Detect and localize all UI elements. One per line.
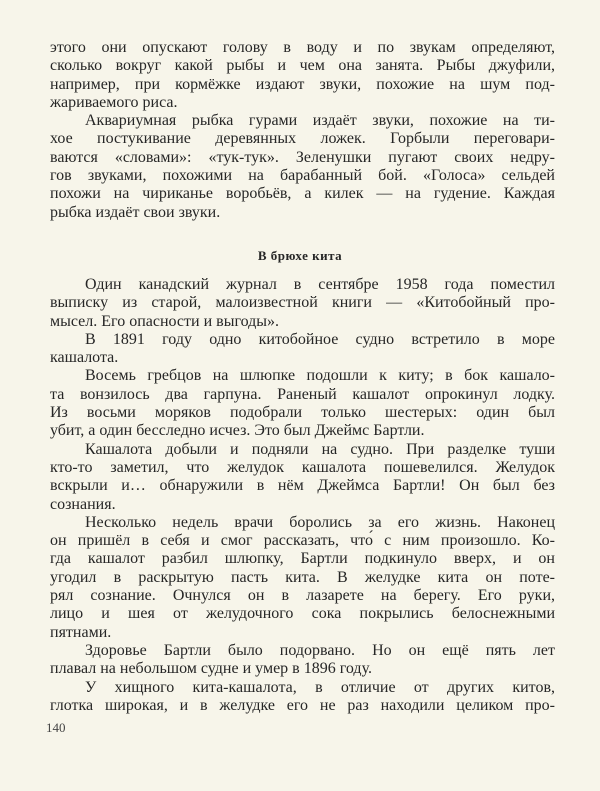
paragraph — [50, 39, 555, 112]
body-text-section-1 — [50, 39, 555, 222]
text-line: рыбка издаёт свои звуки. — [50, 203, 221, 221]
text-line: вскрыли и… обнаружили в нём Джеймса Бартли! Он был без — [50, 477, 555, 495]
text-line: он пришёл в себя и смог рассказать, что́ с ним произошло. Ко- — [50, 532, 555, 550]
text-line: этого они опускают голову в воду и по звукам определяют, — [50, 39, 555, 56]
text-line: Здоровье Бартли было подорвано. Но он ещё пять лет — [85, 641, 555, 659]
text-line: Восемь гребцов на шлюпке подошли к киту; в бок кашало- — [85, 367, 555, 385]
text-line: кто-то заметил, что желудок кашалота пошевелился. Желудок — [50, 458, 555, 476]
text-line: Аквариумная рыбка гурами издаёт звуки, похожие на ти- — [85, 112, 555, 130]
text-line: жариваемого риса. — [50, 93, 178, 111]
text-line: сознания. — [50, 495, 116, 513]
text-line: Несколько недель врачи боролись за его жизнь. Наконец — [85, 513, 555, 531]
text-line: угодил в раскрытую пасть кита. В желудке кита он поте- — [50, 568, 555, 586]
text-line: Один канадский журнал в сентябре 1958 года поместил — [85, 276, 555, 293]
text-line: сколько вокруг какой рыбы и чем она занята. Рыбы джуфили, — [50, 57, 555, 75]
section-heading: В брюхе кита — [257, 248, 343, 263]
paragraph — [50, 276, 555, 331]
text-line: Из восьми моряков подобрали только шестерых: один был — [50, 404, 555, 422]
text-line: ваются «словами»: «тук-тук». Зеленушки пугают своих недру- — [50, 148, 555, 166]
text-line: В 1891 году одно китобойное судно встретило в море — [85, 330, 555, 348]
text-line: гов звуками, похожими на барабанный бой. «Голоса» сельдей — [50, 167, 555, 185]
body-text-section-2 — [50, 276, 555, 715]
text-line: выписку из старой, малоизвестной книги — «Китобойный про- — [50, 294, 555, 312]
paragraph — [50, 367, 555, 440]
text-line: мысел. Его опасности и выгоды». — [50, 312, 280, 330]
paragraph — [50, 112, 555, 222]
text-line: хое постукивание деревянных ложек. Горбыли переговари- — [50, 130, 555, 148]
text-line: пятнами. — [50, 623, 112, 641]
paragraph — [50, 331, 555, 368]
text-line: гда кашалот разбил шлюпку, Бартли подкинуло вверх, и он — [50, 550, 555, 568]
page-number: 140 — [46, 720, 66, 735]
paragraph — [50, 642, 555, 679]
paragraph — [50, 679, 555, 716]
text-line: кашалота. — [50, 349, 119, 367]
text-line: рял сознание. Очнулся он в лазарете на берегу. Его руки, — [50, 587, 555, 605]
text-line: убит, а один бесследно исчез. Это был Джеймс Бартли. — [50, 422, 425, 440]
paragraph — [50, 441, 555, 514]
paragraph — [50, 514, 555, 642]
text-line: лицо и шея от желудочного сока покрылись белоснежными — [50, 605, 555, 623]
text-line: та вонзилось два гарпуна. Раненый кашалот опрокинул лодку. — [50, 385, 555, 403]
text-line: У хищного кита-кашалота, в отличие от других китов, — [85, 678, 555, 696]
text-line: Кашалота добыли и подняли на судно. При разделке туши — [85, 440, 555, 458]
text-line: похожи на чириканье воробьёв, а килек — на гудение. Каждая — [50, 185, 555, 203]
text-line: плавал на небольшом судне и умер в 1896 году. — [50, 660, 372, 678]
text-line: глотка широкая, и в желудке его не раз находили целиком про- — [50, 696, 555, 714]
text-line: например, при кормёжке издают звуки, похожие на шум под- — [50, 75, 555, 93]
